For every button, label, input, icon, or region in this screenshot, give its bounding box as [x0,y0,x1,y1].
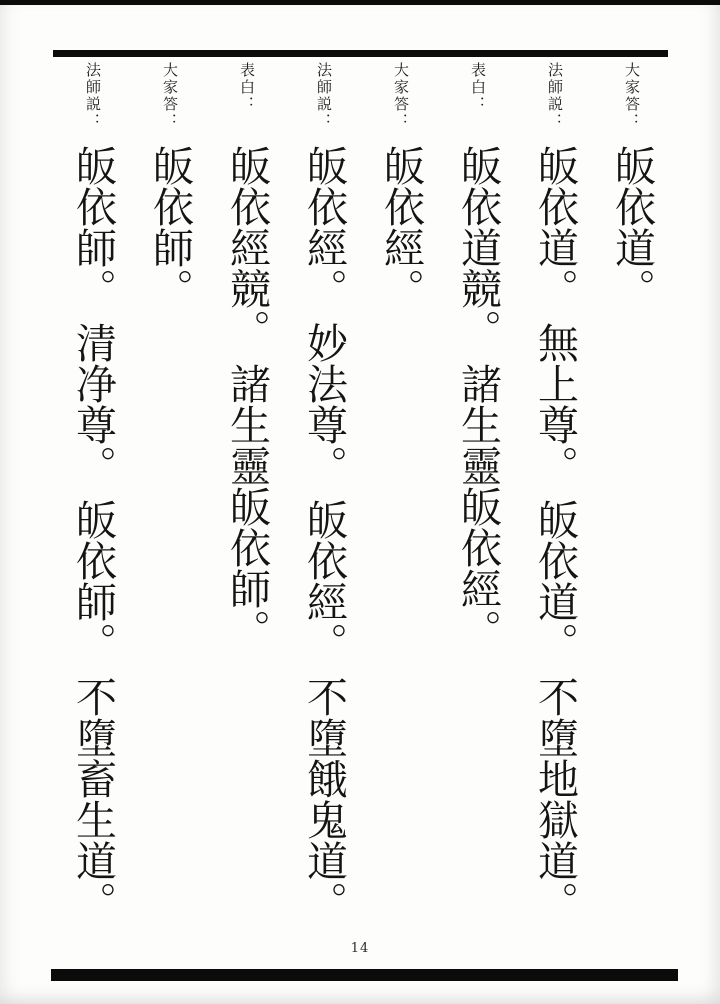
verse-phrase: 妙法尊。 [300,322,348,486]
verse-columns [54,62,670,935]
verse-phrase: 無上尊。 [531,322,579,486]
speaker-label: 法師説： [315,62,333,130]
top-edge-rule [0,0,720,5]
verse-phrase: 諸生靈皈依經。 [454,363,502,650]
verse-phrase: 皈依師。 [69,145,117,309]
verse-text [516,145,593,922]
verse-column [285,62,362,935]
speaker-label: 大家答： [623,62,641,130]
verse-phrase: 皈依道。 [531,145,579,309]
verse-column [208,62,285,935]
verse-column [516,62,593,935]
verse-phrase: 皈依道。 [531,499,579,663]
verse-column [593,62,670,935]
verse-column [362,62,439,935]
speaker-label: 表白： [238,62,256,113]
verse-phrase: 皈依師。 [69,499,117,663]
verse-phrase: 皈依道競。 [454,145,502,350]
verse-text [54,145,131,922]
verse-phrase: 諸生靈皈依師。 [223,363,271,650]
verse-phrase: 清净尊。 [69,322,117,486]
speaker-label: 大家答： [392,62,410,130]
verse-column [54,62,131,935]
speaker-label: 法師説： [546,62,564,130]
speaker-label: 大家答： [161,62,179,130]
verse-phrase: 皈依師。 [146,145,194,309]
verse-phrase: 皈依經。 [300,499,348,663]
verse-text [593,145,670,309]
verse-text [362,145,439,309]
verse-phrase: 皈依經競。 [223,145,271,350]
verse-text [285,145,362,922]
verse-phrase: 皈依經。 [377,145,425,309]
speaker-label: 表白： [469,62,487,113]
verse-text [439,145,516,650]
header-rule [53,50,668,57]
page-number: 14 [350,941,370,956]
verse-phrase: 皈依道。 [608,145,656,309]
verse-phrase: 皈依經。 [300,145,348,309]
verse-text [131,145,208,309]
verse-column [439,62,516,935]
verse-column [131,62,208,935]
verse-phrase: 不墮地獄道。 [531,676,579,922]
verse-phrase: 不墮餓鬼道。 [300,676,348,922]
footer-rule [51,969,678,981]
speaker-label: 法師説： [84,62,102,130]
verse-phrase: 不墮畜生道。 [69,676,117,922]
verse-text [208,145,285,650]
